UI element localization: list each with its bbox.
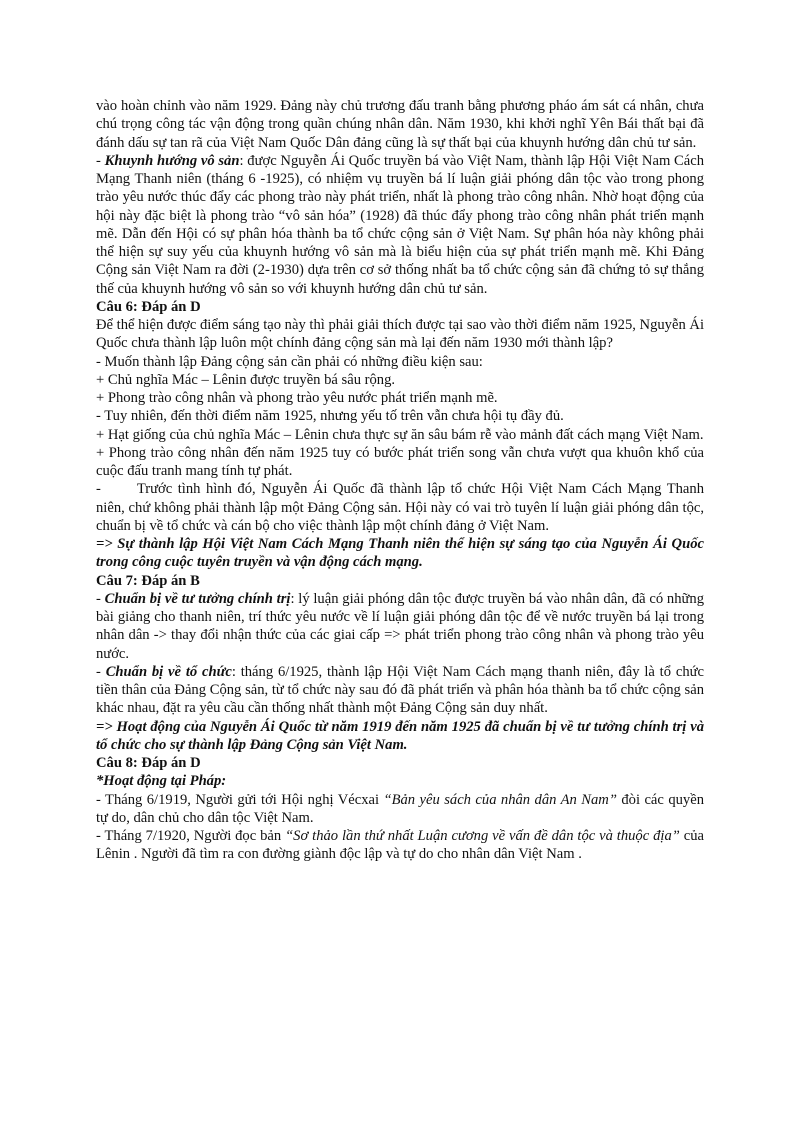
q6-conclusion: => Sự thành lập Hội Việt Nam Cách Mạng Thanh niên thể hiện sự sáng tạo của Nguyễn Ái Quốc trong công cuộc tuyên truyền và vận động cách mạng.: [96, 536, 704, 571]
q6-paragraph-8-text: Trước tình hình đó, Nguyễn Ái Quốc đã thành lập tổ chức Hội Việt Nam Cách Mạng Thanh niên, chứ không phải thành lập một Đảng Cộng sản. Hội này có vai trò tuyên lí luận giải phóng dân tộc, chuẩn bị về tổ chức và cán bộ cho việc thành lập một chính đảng ở Việt Nam.: [96, 481, 704, 534]
q7-paragraph-1-text: : lý luận giải phóng dân tộc được truyền bá vào nhân dân, đã có những bài giảng cho thanh niên, trí thức yêu nước về lí luận giải phóng dân tộc để về nước truyền bá lại trong nhân dân -> thay đổi nhận thức của các giai cấp => phát triển phong trào công nhân và phong trào yêu nước.: [96, 590, 704, 662]
q6-paragraph-6: + Hạt giống của chủ nghĩa Mác – Lênin chưa thực sự ăn sâu bám rễ vào mảnh đất cách mạng Việt Nam.: [96, 426, 704, 443]
q8-paragraph-2-b: của Lênin . Người đã tìm ra con đường giành độc lập và tự do cho nhân dân Việt Nam .: [96, 828, 704, 863]
question-8-heading: Câu 8: Đáp án D: [96, 755, 201, 771]
q7-conclusion: => Hoạt động của Nguyễn Ái Quốc từ năm 1919 đến năm 1925 đã chuẩn bị về tư tưởng chính trị và tổ chức cho sự thành lập Đảng Cộng sản Việt Nam.: [96, 718, 704, 753]
paragraph-intro: vào hoàn chỉnh vào năm 1929. Đảng này chủ trương đấu tranh bằng phương pháo ám sát cá nhân, chưa chú trọng công tác vận động trong quần chúng nhân dân. Năm 1930, khi khởi nghĩ Yên Bái thất bại đã đánh dấu sự tan rã của Việt Nam Quốc Dân đảng cũng là sự thất bại của khuynh hướng dân chủ tư sản.: [96, 98, 704, 151]
question-6-heading: Câu 6: Đáp án D: [96, 298, 201, 315]
term-political-ideology: Chuẩn bị về tư tưởng chính trị: [104, 590, 291, 607]
q8-quote-theses: “Sơ thảo lần thứ nhất Luận cương về vấn đề dân tộc và thuộc địa”: [285, 828, 680, 844]
q6-paragraph-4: + Phong trào công nhân và phong trào yêu nước phát triển mạnh mẽ.: [96, 390, 498, 406]
q8-paragraph-2: [96, 827, 704, 864]
proletarian-trend-text: : được Nguyễn Ái Quốc truyền bá vào Việt Nam, thành lập Hội Việt Nam Cách Mạng Thanh niên (tháng 6 -1925), có nhiệm vụ truyền bá lí luận giải phóng dân tộc vào trong phong trào yêu nước thúc đẩy các phong trào này phát triển, nhất là phong trào công nhân. Nhờ hoạt động của hội này đặc biệt là phong trào “vô sản hóa” (1928) đã thúc đẩy phong trào công nhân phát triển mạnh mẽ. Dẫn đến Hội có sự phân hóa thành ba tổ chức cộng sản ở Việt Nam. Sự phân hóa này không phải thể hiện sự suy yếu của khuynh hướng vô sản mà là biểu hiện của sự phát triển mạnh mẽ. Khi Đảng Cộng sản Việt Nam ra đời (2-1930) dựa trên cơ sở thống nhất ba tổ chức cộng sản đã chứng tỏ sự thắng thế của khuynh hướng vô sản so với khuynh hướng dân chủ tư sản.: [96, 152, 705, 297]
q6-paragraph-2: - Muốn thành lập Đảng cộng sản cần phải có những điều kiện sau:: [96, 353, 483, 370]
term-proletarian-trend: Khuynh hướng vô sản: [104, 152, 240, 169]
q8-paragraph-2-a: - Tháng 7/1920, Người đọc bản: [96, 828, 286, 844]
q8-quote-petition: “Bản yêu sách của nhân dân An Nam”: [383, 791, 617, 808]
q6-paragraph-1: Để thể hiện được điểm sáng tạo này thì phải giải thích được tại sao vào thời điểm năm 1925, Nguyễn Ái Quốc chưa thành lập luôn một chính đảng cộng sản mà lại đến năm 1930 mới thành lập?: [96, 317, 704, 352]
term-organization: Chuẩn bị về tổ chức: [105, 663, 232, 680]
q6-paragraph-7: + Phong trào công nhân đến năm 1925 tuy có bước phát triển song vẫn chưa vượt qua khuôn khổ của cuộc đấu tranh mang tính tự phát.: [96, 444, 704, 479]
dash-prefix: -: [96, 663, 106, 680]
q8-paragraph-1-a: - Tháng 6/1919, Người gửi tới Hội nghị Vécxai: [96, 791, 384, 808]
q6-paragraph-5: - Tuy nhiên, đến thời điểm năm 1925, nhưng yếu tố trên vẫn chưa hội tụ đầy đủ.: [96, 408, 564, 425]
q7-paragraph-2: [96, 663, 704, 718]
dash-prefix: -: [96, 481, 101, 498]
question-7-heading: Câu 7: Đáp án B: [96, 572, 200, 589]
dash-prefix: -: [96, 152, 105, 169]
q7-paragraph-2-text: : tháng 6/1925, thành lập Hội Việt Nam Cách mạng thanh niên, đây là tổ chức tiền thân của Đảng Cộng sản, từ tổ chức này sau đó đã phát triển và phân hóa thành ba tổ chức cộng sản khác nhau, đặt ra yêu cầu cần thống nhất thành một Đảng Cộng sản duy nhất.: [96, 663, 705, 717]
dash-prefix: -: [96, 590, 105, 607]
q6-paragraph-3: + Chủ nghĩa Mác – Lênin được truyền bá sâu rộng.: [96, 371, 396, 388]
paragraph-proletarian-trend: [96, 152, 704, 298]
q8-paragraph-1-b: đòi các quyền tự do, dân chủ cho dân tộc Việt Nam.: [96, 791, 704, 826]
q6-paragraph-8: [96, 480, 704, 535]
q8-paragraph-1: [96, 791, 704, 828]
q8-subheading: *Hoạt động tại Pháp:: [96, 773, 227, 790]
document-page: [96, 97, 704, 864]
q7-paragraph-1: [96, 590, 704, 663]
